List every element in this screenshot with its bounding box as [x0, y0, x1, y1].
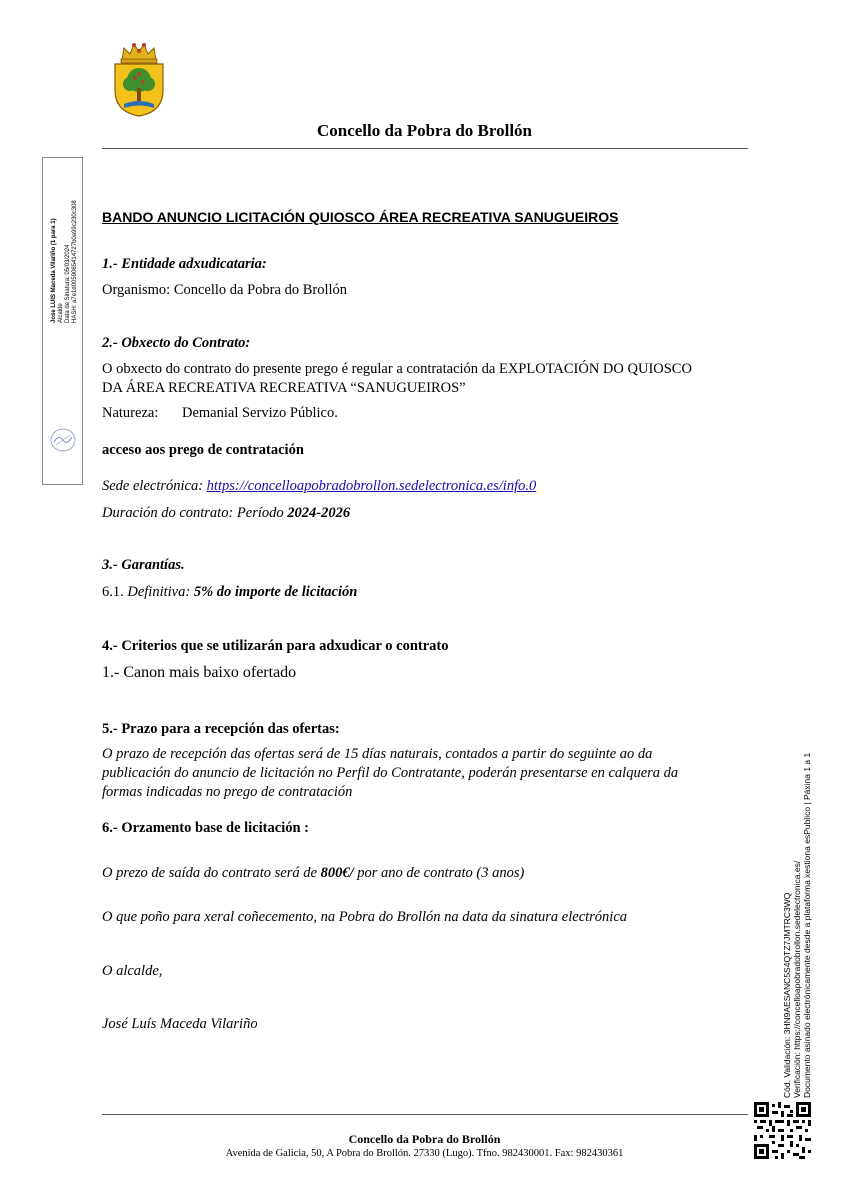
footer-name: Concello da Pobra do Brollón [348, 1132, 501, 1146]
section-3-label: Definitiva: [127, 584, 191, 600]
section-5-line-2: publicación do anuncio de licitación no Perfil do Contratante, poderán presentarse en calquera da [102, 765, 679, 781]
footer-divider [102, 1114, 748, 1115]
signer-line: Jose LUIS Maceda Vilariño (1 para 1) [51, 218, 57, 323]
signoff-text: O alcalde, [102, 963, 163, 979]
section-6-amount: 800€/ [320, 865, 354, 881]
signature-date: Data de Sinatura: 05/03/2024 [65, 244, 71, 323]
header-divider [102, 148, 748, 149]
section-3-title: 3.- Garantías. [102, 557, 185, 573]
header-title: Concello da Pobra do Brollón [316, 121, 533, 140]
closing-text: O que poño para xeral coñecemento, na Pobra do Brollón na data da sinatura electrónica [102, 909, 628, 925]
section-6-suffix: por ano de contrato (3 anos) [353, 865, 525, 881]
section-6-title: 6.- Orzamento base de licitación : [102, 820, 309, 836]
natureza-label: Natureza: [102, 405, 159, 421]
sede-line [102, 477, 536, 496]
section-5-line-1: O prazo de recepción das ofertas será de 15 días naturais, contados a partir do seguinte ao da [102, 746, 653, 762]
document-heading: BANDO ANUNCIO LICITACIÓN QUIOSCO ÁREA RECREATIVA SANUGUEIROS [102, 209, 619, 225]
section-4-text: 1.- Canon mais baixo ofertado [102, 664, 297, 681]
natureza-value: Demanial Servizo Público. [182, 405, 338, 421]
sede-link[interactable]: https://concelloapobradobrollon.sedelectronica.es/info.0 [206, 478, 537, 494]
section-3-value: 5% do importe de licitación [193, 584, 358, 600]
section-4-title: 4.- Criterios que se utilizarán para adxudicar o contrato [102, 638, 449, 654]
duracion-line [102, 504, 350, 523]
access-title: acceso aos prego de contratación [102, 442, 304, 458]
footer-address: Avenida de Galicia, 50, A Pobra do Brollón. 27330 (Lugo). Tfno. 982430001. Fax: 982430361 [225, 1148, 624, 1159]
section-1-text: Organismo: Concello da Pobra do Brollón [102, 282, 347, 298]
signer-name: José Luís Maceda Vilariño [102, 1016, 258, 1032]
section-2-line-2: DA ÁREA RECREATIVA RECREATIVA “SANUGUEIROS” [102, 380, 466, 396]
validation-url: Verificación: https://concelloapobradobrollon.sedelectronica.es/ [792, 860, 802, 1098]
section-1-title: 1.- Entidade adxudicataria: [102, 256, 267, 272]
sede-label: Sede electrónica: [102, 478, 204, 494]
duracion-label: Duración do contrato: Período [102, 505, 284, 521]
signature-box [42, 157, 83, 485]
qr-code-icon [754, 1102, 811, 1159]
duracion-value: 2024-2026 [287, 505, 351, 521]
section-5-title: 5.- Prazo para a recepción das ofertas: [102, 721, 340, 737]
section-6-prefix: O prezo de saída do contrato será de [102, 865, 317, 881]
section-3-num: 6.1. [102, 584, 124, 600]
section-2-title: 2.- Obxecto do Contrato: [102, 335, 251, 351]
section-2-line-1: O obxecto do contrato do presente prego é regular a contratación da EXPLOTACIÓN DO QUIOSCO [102, 361, 692, 377]
section-5-line-3: formas indicadas no prego de contratación [102, 784, 353, 800]
section-3-line [102, 583, 357, 602]
validation-note: Documento asinado electrónicamente desde a plataforma xestiona esPublico | Páxina 1 a 1 [802, 752, 812, 1098]
side-validation [782, 753, 812, 1098]
signature-hash: HASH: a7e1d0059065414727b0a99c230c308 [72, 200, 78, 323]
signature-stamp-icon [49, 426, 77, 454]
signer-role: Alcalde [58, 303, 64, 323]
validation-code: Cód. Validación: 3HN9AESANC5S4QTZ7JMTRC3WQ [782, 892, 792, 1098]
coat-of-arms-logo [110, 40, 168, 118]
section-6-line [102, 864, 524, 883]
